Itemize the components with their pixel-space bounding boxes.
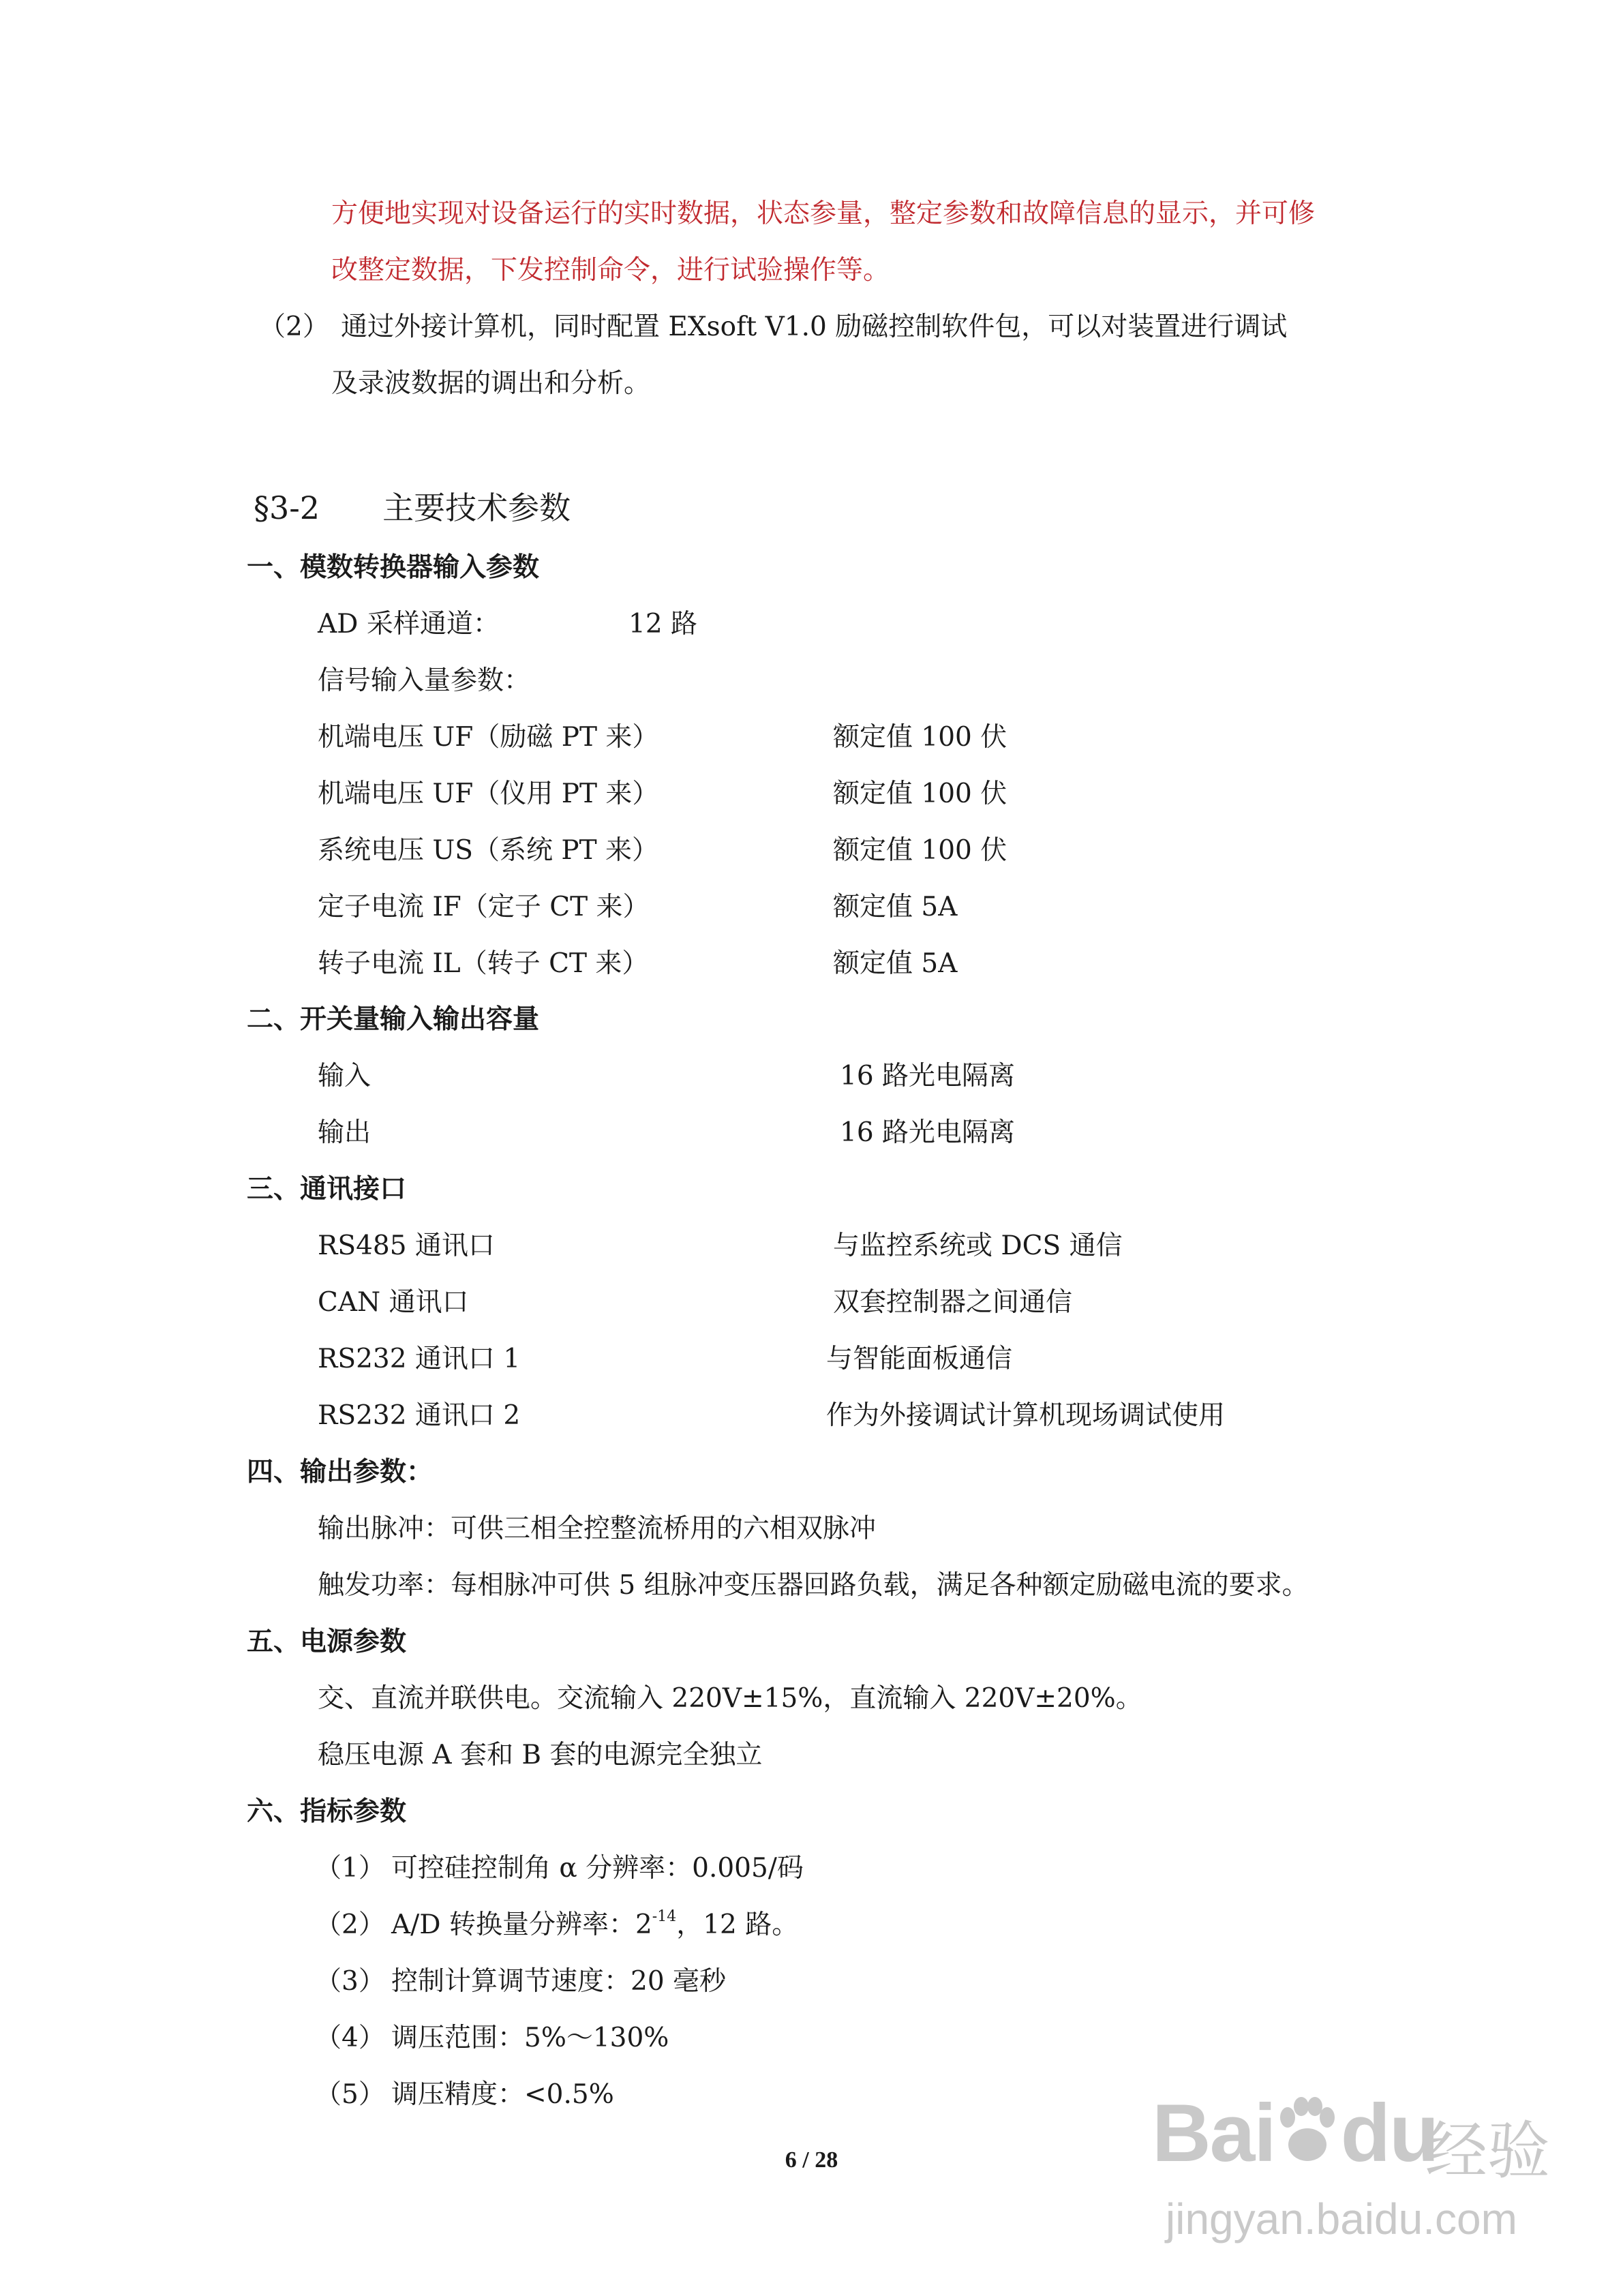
item2-number: （2）	[259, 312, 329, 342]
comm-row-label: RS232 通讯口 1	[318, 1344, 521, 1374]
adc-row-value: 额定值 5A	[833, 948, 958, 979]
switch-io-row-label: 输入	[318, 1061, 371, 1091]
index-item-number: （2）	[315, 1909, 385, 1940]
output-line-2: 触发功率：每相脉冲可供 5 组脉冲变压器回路负载，满足各种额定励磁电流的要求。	[318, 1570, 1309, 1601]
comm-row-label: RS232 通讯口 2	[318, 1400, 521, 1431]
adc-row-label: 系统电压 US（系统 PT 来）	[318, 835, 659, 866]
baidu-jingyan-watermark	[1152, 2072, 1588, 2277]
index-item-exponent: -14	[652, 1908, 677, 1925]
item2-text: 通过外接计算机，同时配置 EXsoft V1.0 励磁控制软件包，可以对装置进行调试	[341, 312, 1288, 342]
adc-row-value: 额定值 5A	[833, 892, 958, 922]
watermark-brand: Bai du	[1152, 2086, 1438, 2180]
index-item-number: （3）	[315, 1966, 385, 1997]
comm-row-label: CAN 通讯口	[318, 1287, 469, 1318]
index-item-text: 调压精度：<0.5%	[391, 2079, 614, 2110]
comm-row-value: 与监控系统或 DCS 通信	[833, 1230, 1123, 1261]
index-item-number: （4）	[315, 2023, 385, 2053]
switch-io-row-label: 输出	[318, 1117, 371, 1148]
intro-line-2: 改整定数据，下发控制命令，进行试验操作等。	[331, 255, 890, 286]
watermark-jingyan: 经验	[1425, 2115, 1551, 2188]
paw-icon-svg	[1275, 2097, 1338, 2165]
adc-channels-value: 12 路	[628, 609, 698, 639]
comm-row-value: 作为外接调试计算机现场调试使用	[826, 1400, 1226, 1431]
index-item-text	[391, 1908, 799, 1940]
index-heading: 六、指标参数	[247, 1796, 407, 1827]
power-line-2: 稳压电源 A 套和 B 套的电源完全独立	[318, 1740, 763, 1770]
section-title: §3-2 主要技术参数	[254, 489, 571, 526]
watermark-url: jingyan.baidu.com	[1166, 2194, 1517, 2244]
index-item-number: （5）	[315, 2079, 385, 2110]
power-heading: 五、电源参数	[247, 1626, 407, 1657]
adc-channels-label: AD 采样通道：	[318, 609, 500, 639]
adc-heading: 一、模数转换器输入参数	[247, 552, 540, 583]
switch-io-heading: 二、开关量输入输出容量	[247, 1003, 540, 1035]
adc-row-label: 定子电流 IF（定子 CT 来）	[318, 892, 650, 922]
adc-row-value: 额定值 100 伏	[833, 722, 1007, 753]
adc-row-label: 机端电压 UF（仪用 PT 来）	[318, 779, 659, 809]
adc-row-label: 转子电流 IL（转子 CT 来）	[318, 948, 649, 979]
adc-row-value: 额定值 100 伏	[833, 835, 1007, 866]
item2-continuation: 及录波数据的调出和分析。	[331, 368, 651, 399]
index-item-text: 控制计算调节速度：20 毫秒	[391, 1966, 727, 1997]
switch-io-row-value: 16 路光电隔离	[840, 1061, 1016, 1091]
adc-signal-label: 信号输入量参数：	[318, 665, 531, 696]
output-line-1: 输出脉冲：可供三相全控整流桥用的六相双脉冲	[318, 1513, 877, 1544]
adc-row-value: 额定值 100 伏	[833, 779, 1007, 809]
paw-icon	[1275, 2090, 1341, 2184]
comm-heading: 三、通讯接口	[247, 1173, 407, 1205]
comm-row-value: 双套控制器之间通信	[833, 1287, 1073, 1318]
index-item-text-post: ，12 路。	[676, 1909, 799, 1940]
index-item-text-pre: A/D 转换量分辨率：2	[391, 1909, 652, 1940]
page-number: 6 / 28	[785, 2147, 838, 2173]
comm-row-label: RS485 通讯口	[318, 1230, 495, 1261]
intro-line-1: 方便地实现对设备运行的实时数据，状态参量，整定参数和故障信息的显示，并可修	[331, 198, 1316, 229]
switch-io-row-value: 16 路光电隔离	[840, 1117, 1016, 1148]
index-item-text: 可控硅控制角 α 分辨率：0.005/码	[391, 1853, 804, 1884]
output-heading: 四、输出参数：	[247, 1456, 434, 1487]
power-line-1: 交、直流并联供电。交流输入 220V±15%，直流输入 220V±20%。	[318, 1683, 1142, 1714]
index-item-number: （1）	[315, 1853, 385, 1884]
adc-row-label: 机端电压 UF（励磁 PT 来）	[318, 722, 659, 753]
index-item-text: 调压范围：5%～130%	[391, 2023, 669, 2053]
comm-row-value: 与智能面板通信	[826, 1344, 1013, 1374]
